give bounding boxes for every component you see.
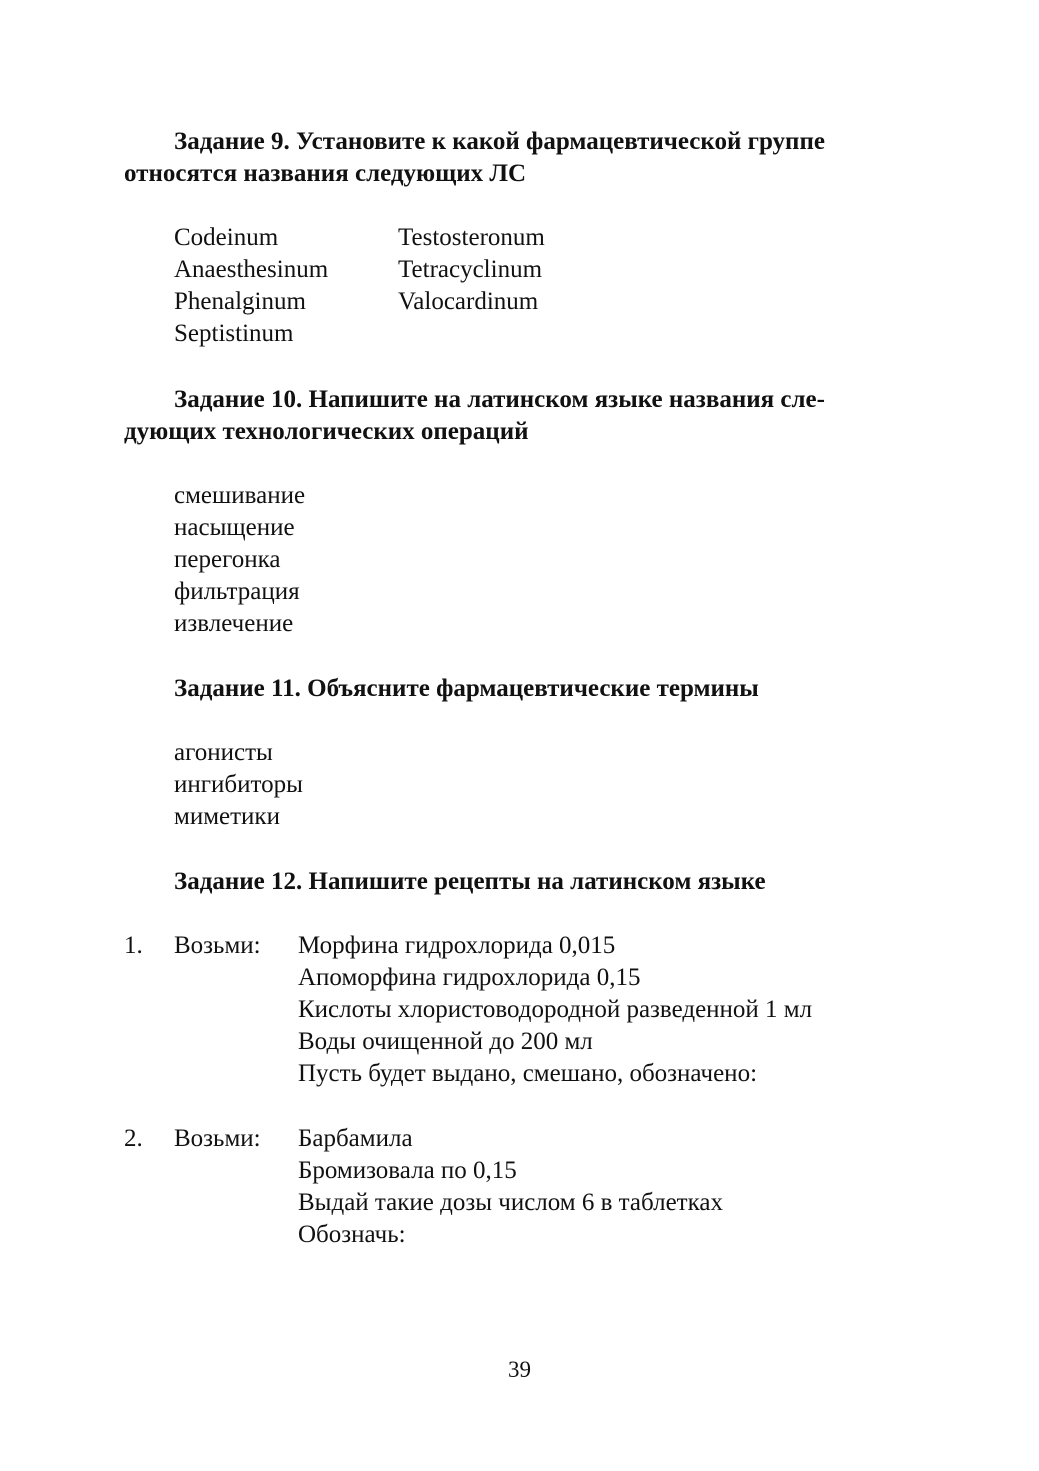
- task10-operation: насыщение: [174, 514, 295, 541]
- recipe-line: Апоморфина гидрохлорида 0,15: [298, 964, 641, 991]
- page-number: 39: [508, 1357, 531, 1382]
- task11-term: миметики: [174, 803, 280, 830]
- task9-heading-line1: Задание 9. Установите к какой фармацевтической группе: [174, 128, 825, 155]
- task10-heading-line1: Задание 10. Напишите на латинском языке названия сле-: [174, 386, 825, 413]
- recipe-line: Выдай такие дозы числом 6 в таблетках: [298, 1189, 723, 1216]
- task9-heading: [124, 126, 924, 190]
- task10-heading-line2: дующих технологических операций: [124, 418, 529, 445]
- task10-heading: [124, 384, 924, 448]
- task11-term: ингибиторы: [174, 771, 303, 798]
- recipe-verb: Возьми:: [174, 932, 261, 959]
- task9-drug-name: Valocardinum: [398, 288, 539, 315]
- recipe-line: Обозначь:: [298, 1221, 406, 1248]
- task9-drug-name: Septistinum: [174, 320, 294, 347]
- task12-heading-text: Задание 12. Напишите рецепты на латинском языке: [174, 868, 766, 895]
- task9-heading-line2: относятся названия следующих ЛС: [124, 160, 527, 187]
- recipe-line: Бромизовала по 0,15: [298, 1157, 517, 1184]
- task11-term: агонисты: [174, 739, 273, 766]
- task11-heading-text: Задание 11. Объясните фармацевтические термины: [174, 675, 759, 702]
- recipe-line: Барбамила: [298, 1125, 413, 1152]
- recipe-line: Кислоты хлористоводородной разведенной 1 мл: [298, 996, 813, 1023]
- task9-drug-name: Phenalginum: [174, 288, 306, 315]
- recipe-number: 2.: [124, 1125, 143, 1152]
- task9-drug-name: Testosteronum: [398, 224, 545, 251]
- task12-heading: [124, 866, 924, 898]
- recipe-verb: Возьми:: [174, 1125, 261, 1152]
- task9-drug-name: Codeinum: [174, 224, 279, 251]
- recipe-line: Морфина гидрохлорида 0,015: [298, 932, 616, 959]
- recipe-number: 1.: [124, 932, 143, 959]
- recipe-line: Воды очищенной до 200 мл: [298, 1028, 593, 1055]
- task10-operation: смешивание: [174, 482, 306, 509]
- task11-heading: [124, 673, 924, 705]
- task9-drug-name: Tetracyclinum: [398, 256, 543, 283]
- task10-operation: фильтрация: [174, 578, 300, 605]
- recipe-line: Пусть будет выдано, смешано, обозначено:: [298, 1060, 758, 1087]
- task10-operation: перегонка: [174, 546, 281, 573]
- task10-operation: извлечение: [174, 610, 294, 637]
- task9-drug-name: Anaesthesinum: [174, 256, 329, 283]
